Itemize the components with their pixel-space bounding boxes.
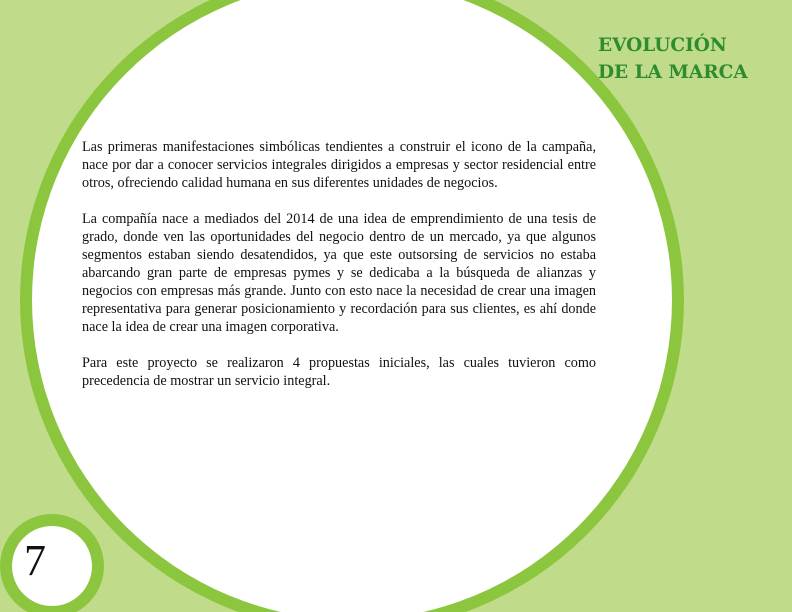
paragraph-1: Las primeras manifestaciones simbólicas tendientes a construir el icono de la campaña, nace por dar a conocer servicios integrales dirigidos a empresas y sector residencial entre otros, ofreciendo calidad humana en sus diferentes unidades de negocios.	[82, 139, 596, 191]
section-heading	[598, 32, 788, 86]
paragraph-3: Para este proyecto se realizaron 4 propuestas iniciales, las cuales tuvieron como precedencia de mostrar un servicio integral.	[82, 355, 596, 389]
body-text	[82, 138, 596, 408]
section-heading-line-2: DE LA MARCA	[598, 62, 748, 83]
section-heading-line-1: EVOLUCIÓN	[598, 35, 727, 56]
paragraph-2: La compañía nace a mediados del 2014 de una idea de emprendimiento de una tesis de grado, donde ven las oportunidades del negocio dentro de un mercado, ya que algunos segmentos estaban siendo desatendidos, ya que este outsorsing de servicios no estaba abarcando gran parte de empresas pymes y se dedicaba a la búsqueda de alianzas y negocios con empresas más grande. Junto con esto nace la necesidad de crear una imagen representativa para generar posicionamiento y recordación para sus clientes, es ahí donde nace la idea de crear una imagen corporativa.	[82, 211, 596, 335]
page-number: 7	[24, 536, 46, 585]
